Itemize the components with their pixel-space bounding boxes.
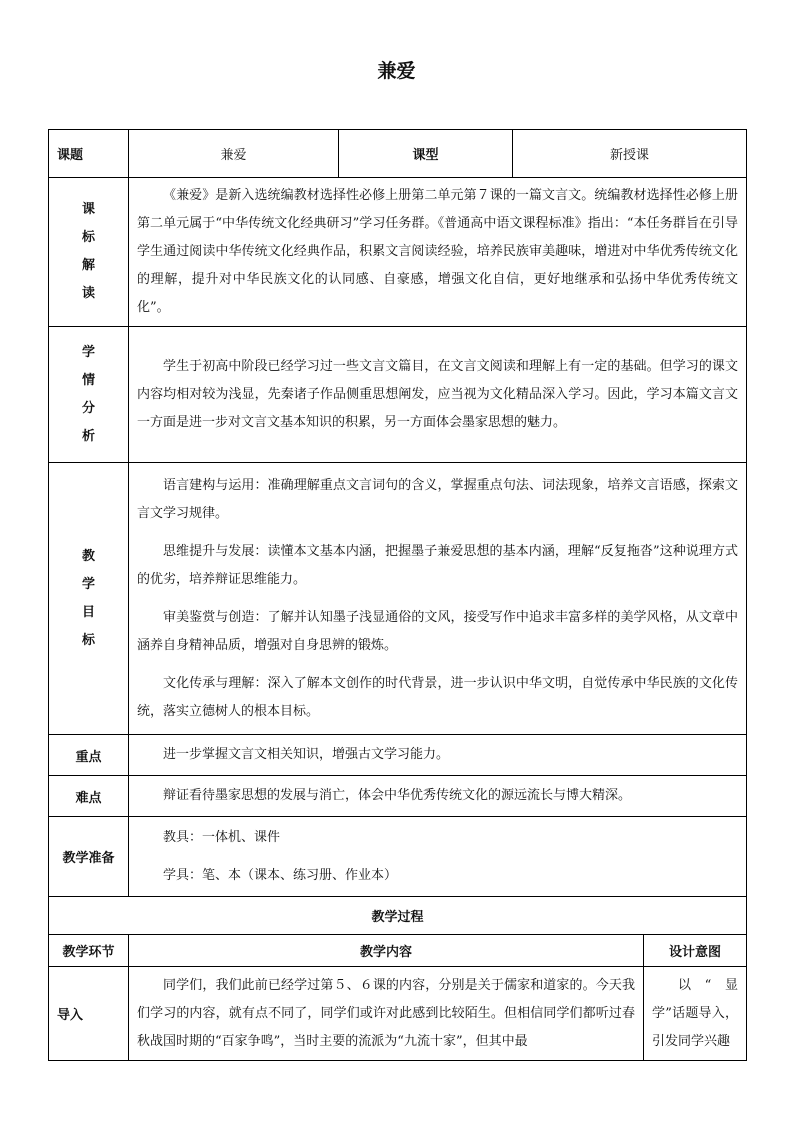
preparation-row <box>49 817 747 897</box>
key-point-content <box>129 735 747 776</box>
topic-label: 课题 <box>49 130 129 178</box>
process-stage: 导入 <box>49 967 129 1061</box>
type-value: 新授课 <box>513 130 747 178</box>
analysis-label-char: 情 <box>81 372 95 388</box>
analysis-content <box>129 327 747 463</box>
objectives-content <box>129 463 747 735</box>
objectives-label-char: 目 <box>81 604 95 620</box>
lesson-plan-table <box>48 129 747 1061</box>
analysis-row <box>49 327 747 463</box>
difficulty-row <box>49 776 747 817</box>
preparation-content <box>129 817 747 897</box>
objective-item: 语言建构与运用：准确理解重点文言词句的含义，掌握重点句法、词法现象，培养文言语感，探索文言文学习规律。 <box>137 477 739 521</box>
standards-label-char: 课 <box>81 202 95 217</box>
analysis-label-char: 析 <box>81 428 95 444</box>
teacher-tools: 教具：一体机、课件 <box>163 829 281 845</box>
objective-item: 思维提升与发展：读懂本文基本内涵，把握墨子兼爱思想的基本内涵，理解“反复拖沓”这种说理方式的优劣，培养辩证思维能力。 <box>137 543 739 587</box>
process-title: 教学过程 <box>49 897 747 935</box>
key-point-row <box>49 735 747 776</box>
topic-value: 兼爱 <box>129 130 339 178</box>
standards-text: 《兼爱》是新入选统编教材选择性必修上册第二单元第７课的一篇文言文。统编教材选择性必修上册第二单元属于“中华传统文化经典研习”学习任务群。《普通高中语文课程标准》指出：“本任务群旨在引导学生通过阅读中华传统文化经典作品，积累文言阅读经验，培养民族审美趣味，增进对中华优秀传统文化的理解，提升对中华民族文化的认同感、自豪感，增强文化自信，更好地继承和弘扬中华优秀传统文化”。 <box>137 188 739 315</box>
difficulty-label: 难点 <box>49 776 129 817</box>
standards-row <box>49 178 747 327</box>
difficulty-content <box>129 776 747 817</box>
header-row <box>49 130 747 178</box>
objectives-label-char: 学 <box>81 576 95 592</box>
process-header-row <box>49 935 747 967</box>
type-label: 课型 <box>339 130 513 178</box>
analysis-label-char: 分 <box>81 400 95 416</box>
objectives-label-char: 教 <box>81 548 95 564</box>
objective-item: 审美鉴赏与创造：了解并认知墨子浅显通俗的文风，接受写作中追求丰富多样的美学风格，从文章中涵养自身精神品质，增强对自身思辨的锻炼。 <box>137 609 739 653</box>
standards-label-char: 标 <box>81 230 95 245</box>
process-intent-text: 以“显学”话题导入，引发同学兴趣 <box>652 977 739 1049</box>
analysis-label-char: 学 <box>81 344 95 360</box>
analysis-label <box>49 327 129 463</box>
document-title: 兼爱 <box>377 60 416 82</box>
process-row <box>49 967 747 1061</box>
col-content-header: 教学内容 <box>129 935 644 967</box>
analysis-text: 学生于初高中阶段已经学习过一些文言文篇目，在文言文阅读和理解上有一定的基础。但学习的课文内容均相对较为浅显，先秦诸子作品侧重思想阐发，应当视为文化精品深入学习。因此，学习本篇文言文一方面是进一步对文言文基本知识的积累，另一方面体会墨家思想的魅力。 <box>137 358 739 430</box>
standards-label-char: 读 <box>81 286 95 301</box>
process-content <box>129 967 644 1061</box>
objectives-label-char: 标 <box>81 632 95 648</box>
difficulty-text: 辩证看待墨家思想的发展与消亡，体会中华优秀传统文化的源远流长与博大精深。 <box>163 788 632 803</box>
objective-item: 文化传承与理解：深入了解本文创作的时代背景，进一步认识中华文明，自觉传承中华民族的文化传统，落实立德树人的根本目标。 <box>137 675 739 719</box>
process-title-row <box>49 897 747 935</box>
standards-label <box>49 178 129 327</box>
preparation-label: 教学准备 <box>49 817 129 897</box>
col-stage-header: 教学环节 <box>49 935 129 967</box>
student-tools: 学具：笔、本（课本、练习册、作业本） <box>163 867 398 883</box>
col-intent-header: 设计意图 <box>644 935 747 967</box>
objectives-row <box>49 463 747 735</box>
process-intent <box>644 967 747 1061</box>
standards-content <box>129 178 747 327</box>
standards-label-char: 解 <box>81 258 95 273</box>
process-content-text: 同学们，我们此前已经学过第５、６课的内容，分别是关于儒家和道家的。今天我们学习的内容，就有点不同了，同学们或许对此感到比较陌生。但相信同学们都听过春秋战国时期的“百家争鸣”，当时主要的流派为“九流十家”，但其中最 <box>137 977 635 1049</box>
objectives-label <box>49 463 129 735</box>
key-point-text: 进一步掌握文言文相关知识，增强古文学习能力。 <box>163 747 450 762</box>
key-point-label: 重点 <box>49 735 129 776</box>
